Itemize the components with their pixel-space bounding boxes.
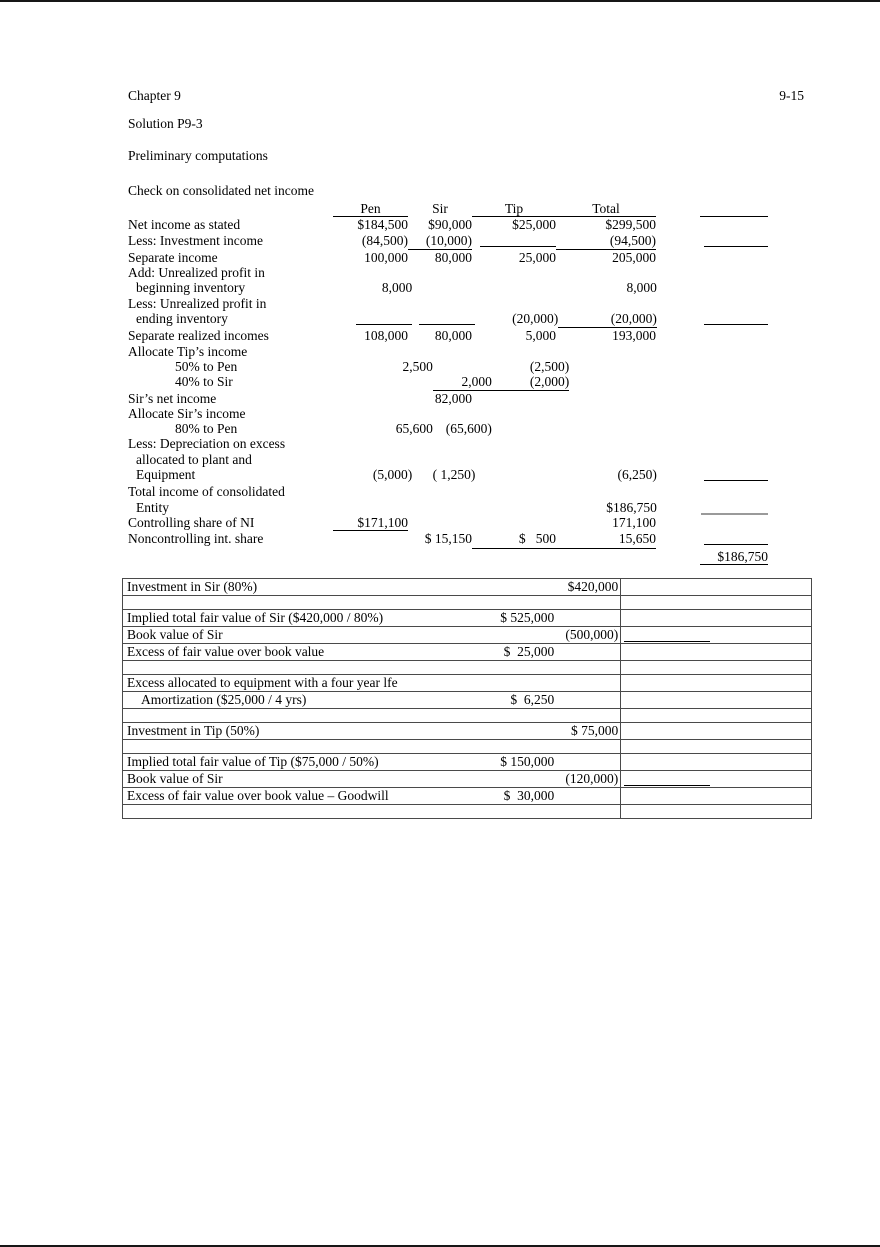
alloc-row (123, 692, 811, 709)
alloc-right-cell (620, 627, 811, 643)
alloc-row-blank (123, 805, 811, 818)
income-row (128, 436, 768, 451)
sir-cell (412, 500, 475, 515)
alloc-main-cell (123, 661, 620, 674)
alloc-main-cell (123, 805, 620, 818)
income-row (128, 328, 768, 343)
alloc-amount: $ 75,000 (571, 722, 619, 738)
tip-cell: (2,000) (492, 374, 569, 390)
page-number: 9-15 (779, 88, 804, 103)
extra-cell (700, 531, 768, 548)
tip-cell (472, 233, 556, 250)
solution-title: Solution P9-3 (128, 116, 203, 131)
alloc-row (123, 627, 811, 644)
pen-cell: 65,600 (395, 421, 433, 437)
tip-cell: (2,500) (529, 358, 570, 374)
alloc-row-blank (123, 661, 811, 675)
alloc-main-cell (123, 644, 620, 660)
tip-cell (475, 280, 558, 295)
sir-cell: 80,000 (434, 328, 472, 344)
pen-cell: (5,000) (372, 467, 413, 483)
income-row (128, 280, 768, 295)
row-label: 80% to Pen (175, 421, 238, 437)
row-label: Noncontrolling int. share (128, 531, 264, 547)
col-header-sir: Sir (432, 201, 448, 216)
tip-cell (492, 421, 569, 436)
sir-cell: 80,000 (434, 249, 472, 265)
alloc-row (123, 723, 811, 740)
alloc-label: Excess of fair value over book value – Goodwill (127, 787, 389, 803)
blank-underline (704, 531, 768, 545)
total-cell (569, 421, 661, 436)
tip-cell: (20,000) (512, 311, 559, 327)
total-cell: 205,000 (612, 249, 656, 265)
alloc-main-cell (123, 596, 620, 609)
total-cell (569, 359, 661, 374)
income-row (128, 452, 768, 467)
income-table-title: Check on consolidated net income (128, 183, 314, 198)
row-label: allocated to plant and (136, 451, 252, 467)
alloc-label: Investment in Sir (80%) (127, 578, 258, 594)
alloc-right-cell (620, 723, 811, 739)
alloc-amount: (500,000) (565, 626, 619, 642)
section-title: Preliminary computations (128, 148, 268, 163)
alloc-label: Excess of fair value over book value (127, 643, 325, 659)
alloc-label: Implied total fair value of Sir ($420,000 / 80%) (127, 609, 384, 625)
sir-cell: 2,000 (433, 374, 492, 390)
total-cell: 193,000 (612, 328, 656, 344)
total-cell (556, 549, 656, 565)
extra-cell (700, 233, 768, 250)
alloc-right-cell (620, 596, 811, 609)
blank-underline (624, 641, 710, 642)
income-row (128, 374, 768, 390)
alloc-row (123, 644, 811, 661)
income-row (128, 515, 768, 531)
tip-cell (475, 500, 558, 515)
income-row (128, 406, 768, 421)
blank-underline (419, 311, 475, 325)
sir-cell (412, 280, 475, 295)
income-row (128, 296, 768, 311)
row-label: Equipment (136, 467, 196, 483)
col-header-tip: Tip (472, 201, 556, 217)
sir-cell: ( 1,250) (432, 467, 476, 483)
row-label: ending inventory (136, 311, 228, 327)
alloc-label: Amortization ($25,000 / 4 yrs) (141, 691, 307, 707)
alloc-right-cell (620, 771, 811, 787)
row-label: Separate realized incomes (128, 328, 269, 344)
tip-cell (472, 515, 556, 531)
row-label: Separate income (128, 249, 218, 265)
row-label: Less: Investment income (128, 232, 263, 248)
extra-cell (700, 515, 768, 531)
income-table-header-row (128, 201, 768, 217)
alloc-main-cell (123, 692, 620, 708)
pen-cell: $171,100 (333, 515, 408, 531)
sir-cell: $90,000 (428, 217, 472, 233)
grand-total-cell: $186,750 (700, 549, 768, 565)
total-cell: 15,650 (556, 531, 656, 548)
blank-underline (356, 311, 412, 325)
alloc-right-cell (620, 610, 811, 626)
col-header-total: Total (556, 201, 656, 217)
sir-cell (412, 311, 475, 328)
row-label: Add: Unrealized profit in (128, 265, 265, 281)
income-row (128, 233, 768, 250)
row-label (128, 549, 333, 565)
income-row (128, 311, 768, 328)
tip-cell (472, 391, 556, 406)
alloc-main-cell (123, 579, 620, 595)
sir-cell: (10,000) (408, 233, 472, 250)
blank-underline (480, 233, 556, 247)
alloc-row (123, 771, 811, 788)
tip-cell: $25,000 (512, 217, 556, 233)
extra-cell (705, 374, 768, 390)
sir-cell: $ 15,150 (424, 531, 472, 547)
alloc-right-cell (620, 579, 811, 595)
total-cell (556, 391, 656, 406)
tip-cell: $ 500 (472, 531, 556, 548)
alloc-main-cell (123, 788, 620, 804)
blank-underline (704, 467, 768, 481)
sir-cell: (65,600) (445, 421, 492, 437)
pen-cell (338, 311, 412, 328)
alloc-label: Investment in Tip (50%) (127, 722, 260, 738)
alloc-main-cell (123, 675, 620, 691)
blank-underline (704, 233, 768, 247)
income-row (128, 344, 768, 359)
row-label: beginning inventory (136, 280, 246, 296)
income-row (128, 421, 768, 436)
alloc-main-cell (123, 610, 620, 626)
alloc-row (123, 579, 811, 596)
alloc-label: Implied total fair value of Tip ($75,000 / 50%) (127, 753, 379, 769)
page-header (128, 88, 804, 104)
total-cell: (6,250) (617, 467, 657, 483)
extra-cell (701, 500, 768, 515)
tip-cell: 5,000 (525, 328, 556, 344)
pen-cell: 2,500 (402, 358, 433, 374)
income-row (128, 250, 768, 265)
total-cell: (20,000) (558, 311, 657, 328)
pen-cell (333, 391, 408, 406)
extra-cell (705, 421, 768, 436)
pen-cell: 8,000 (381, 280, 413, 296)
pen-cell (333, 549, 408, 565)
row-label: Less: Depreciation on excess (128, 436, 286, 452)
col-header-pen: Pen (333, 201, 408, 217)
extra-cell (700, 217, 768, 232)
pen-cell (364, 374, 433, 390)
row-label: Allocate Sir’s income (128, 405, 246, 421)
col-header-extra (700, 201, 768, 217)
alloc-row (123, 610, 811, 627)
alloc-amount: $ 6,250 (510, 691, 555, 707)
alloc-row (123, 788, 811, 805)
chapter-label: Chapter 9 (128, 88, 181, 103)
extra-cell (701, 311, 768, 328)
income-row (128, 484, 768, 499)
pen-cell: (84,500) (361, 232, 408, 248)
alloc-row-blank (123, 596, 811, 610)
pen-cell: $184,500 (357, 217, 408, 233)
total-cell: (94,500) (556, 233, 656, 250)
alloc-row (123, 754, 811, 771)
pen-cell: 108,000 (364, 328, 408, 344)
alloc-right-cell (620, 675, 811, 691)
income-row (128, 359, 768, 374)
alloc-right-cell (620, 788, 811, 804)
row-label: Allocate Tip’s income (128, 343, 248, 359)
alloc-amount: $ 150,000 (500, 753, 555, 769)
fair-value-allocation-table (122, 578, 812, 819)
row-label: Sir’s net income (128, 390, 217, 406)
alloc-label: Book value of Sir (127, 626, 223, 642)
row-label: Less: Unrealized profit in (128, 295, 267, 311)
income-row (128, 265, 768, 280)
row-label: Net income as stated (128, 217, 241, 233)
tip-cell (472, 549, 556, 565)
extra-cell (700, 391, 768, 406)
income-row (128, 391, 768, 406)
alloc-right-cell (620, 692, 811, 708)
alloc-right-cell (620, 709, 811, 722)
alloc-amount: $ 525,000 (500, 609, 555, 625)
total-cell: $299,500 (605, 217, 656, 233)
alloc-main-cell (123, 771, 620, 787)
extra-cell (700, 250, 768, 265)
row-label: Total income of consolidated (128, 484, 285, 500)
document-page (0, 2, 880, 819)
total-cell: 8,000 (626, 280, 657, 296)
consolidated-income-table (128, 201, 768, 565)
total-cell: 171,100 (612, 514, 656, 530)
pen-cell (333, 531, 408, 548)
alloc-main-cell (123, 627, 620, 643)
alloc-main-cell (123, 709, 620, 722)
row-label: 50% to Pen (175, 358, 238, 374)
income-row (128, 531, 768, 548)
blank-underline (624, 785, 710, 786)
extra-cell (700, 328, 768, 343)
header-label-cell (128, 201, 333, 217)
sir-cell (433, 359, 492, 374)
tip-cell (475, 467, 558, 484)
pen-cell: 100,000 (364, 249, 408, 265)
alloc-amount: $ 30,000 (503, 787, 555, 803)
row-label: 40% to Sir (175, 374, 233, 390)
total-cell: $186,750 (606, 499, 657, 515)
tip-cell: 25,000 (518, 249, 556, 265)
alloc-row-blank (123, 709, 811, 723)
alloc-main-cell (123, 740, 620, 753)
sir-cell (408, 515, 472, 531)
alloc-main-cell (123, 723, 620, 739)
row-label: Entity (136, 499, 169, 515)
extra-cell (705, 359, 768, 374)
alloc-amount: $ 25,000 (503, 643, 555, 659)
alloc-row (123, 675, 811, 692)
alloc-label: Book value of Sir (127, 770, 223, 786)
blank-underline (704, 311, 768, 325)
pen-cell (338, 500, 412, 515)
sir-cell (408, 549, 472, 565)
extra-cell (701, 467, 768, 484)
income-row (128, 467, 768, 484)
sir-cell: 82,000 (434, 390, 472, 406)
row-label: Controlling share of NI (128, 514, 255, 530)
alloc-right-cell (620, 644, 811, 660)
extra-cell (701, 280, 768, 295)
alloc-right-cell (620, 661, 811, 674)
alloc-label: Excess allocated to equipment with a four year lfe (127, 674, 398, 690)
alloc-amount: (120,000) (565, 770, 619, 786)
alloc-row-blank (123, 740, 811, 754)
alloc-right-cell (620, 754, 811, 770)
income-row (128, 500, 768, 515)
alloc-main-cell (123, 754, 620, 770)
total-cell (569, 374, 661, 390)
income-row (128, 217, 768, 232)
income-row-grand-total (128, 549, 768, 565)
alloc-right-cell (620, 740, 811, 753)
alloc-right-cell (620, 805, 811, 818)
alloc-amount: $420,000 (567, 578, 619, 594)
